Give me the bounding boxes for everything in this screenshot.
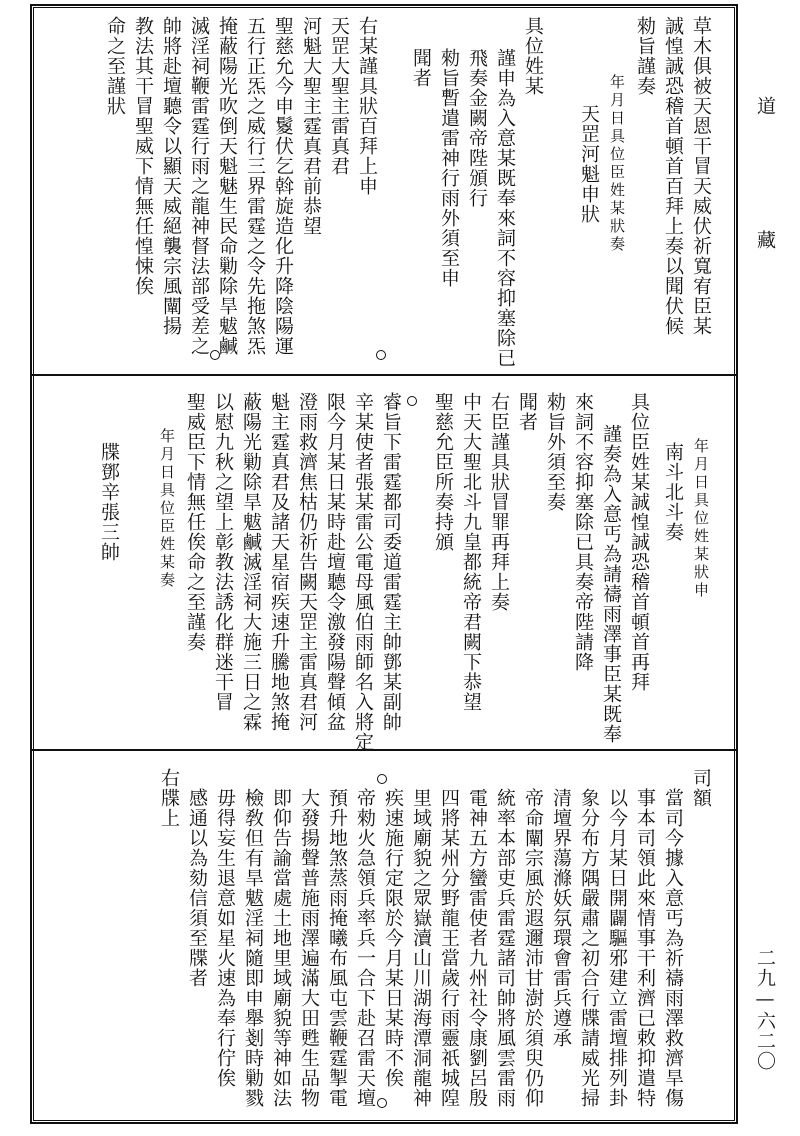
- text-column: 聞者: [410, 48, 432, 88]
- text-column: 命之至謹狀: [104, 16, 126, 116]
- text-column: 預升地煞蒸雨掩曦布風屯雲鞭霆掣電: [326, 788, 348, 1108]
- text-panel-3: [34, 768, 734, 1118]
- text-column: 事本司領此來情事干利濟已敕抑遣特: [634, 788, 656, 1108]
- circle-mark: [407, 396, 417, 406]
- text-column: 聞者: [516, 392, 538, 432]
- text-column: 教法其干冒聖威下情無任惶悚俟: [132, 16, 154, 296]
- text-column: 帝勑火急領兵率兵一合下赴召雷天壇: [354, 788, 376, 1108]
- text-column: 河魁大聖主霆真君前恭望: [300, 16, 322, 236]
- text-column: 里域廟貌之眾嶽瀆山川湖海潭洞龍神: [410, 788, 432, 1108]
- text-column: 右某謹具狀百拜上申: [356, 16, 378, 196]
- text-column: 天罡大聖主雷真君: [328, 16, 350, 176]
- text-column: 限今月某日某時赴壇聽令激發陽聲傾盆: [324, 392, 346, 732]
- text-column: 當司今據入意丐為祈禱雨澤救濟旱傷: [662, 788, 684, 1108]
- panel-divider-1: [31, 374, 737, 376]
- text-column: 帥將赴壇聽令以顯天威絕襲宗風闡揚: [160, 16, 182, 336]
- text-column: 蔽陽光勦除旱魃鹹滅淫祠大施三日之霖: [240, 392, 262, 732]
- text-column: 清壇界蕩滌妖氛環會雷兵遵承: [550, 788, 572, 1048]
- text-column: 檢敎但有旱魃淫祠隨即申舉剗時勦戮: [242, 788, 264, 1108]
- page-number: 二九—六二〇: [754, 948, 776, 1071]
- text-column: 滅淫祠鞭雷霆行雨之龍神督法部受差之: [188, 16, 210, 356]
- text-column: 年月日具位姓某狀申: [692, 438, 710, 600]
- text-column: 具位姓某: [522, 16, 544, 96]
- source-label: 道 藏: [754, 96, 776, 297]
- text-column: 以慰九秋之望上彰教法誘化群迷干冒: [212, 392, 234, 712]
- circle-mark: [377, 1098, 387, 1108]
- text-column: 中天大聖北斗九皇都統帝君闕下恭望: [460, 392, 482, 712]
- circle-mark: [376, 350, 386, 360]
- text-column: 即仰告諭當處土地里域廟貌等神如法: [270, 788, 292, 1108]
- text-column: 具位臣姓某誠惶誠恐稽首頓首再拜: [628, 392, 650, 692]
- text-column: 牒鄧辛張三帥: [98, 442, 120, 562]
- text-column: 誠惶誠恐稽首頓首百拜上奏以聞伏候: [662, 16, 684, 336]
- circle-mark: [210, 350, 220, 360]
- text-column: 聖威臣下情無任俟命之至謹奏: [184, 392, 206, 652]
- text-column: 南斗北斗奏: [662, 442, 684, 542]
- text-column: 右臣謹具狀冒罪再拜上奏: [488, 392, 510, 612]
- text-column: 掩蔽陽光吹倒天魁魅生民命勦除旱魃鹹: [216, 16, 238, 356]
- text-column: 天罡河魁申狀: [578, 104, 600, 224]
- text-column: 疾速施行定限於今月某日某時不俟: [382, 788, 404, 1088]
- text-column: 司額: [690, 768, 712, 808]
- text-column: 辛某使者張某雷公電母風伯雨師名入將定: [352, 392, 374, 752]
- text-column: 澄雨救濟焦枯仍祈告闕天罡主雷真君河: [296, 392, 318, 732]
- text-column: 謹申為入意某既奉來詞不容抑塞除已: [494, 48, 516, 368]
- text-column: 聖慈允臣所奏持頒: [432, 392, 454, 552]
- text-column: 年月日具位臣姓某狀奏: [608, 74, 626, 254]
- text-column: 睿旨下雷霆都司委道雷霆主帥鄧某副帥: [380, 392, 402, 732]
- text-column: 電神五方蠻雷使者九州社令康劉呂殷: [466, 788, 488, 1108]
- text-column: 勑旨暫遣雷神行雨外須至申: [438, 48, 460, 288]
- text-column: 勑旨外須至奏: [544, 392, 566, 512]
- text-column: 五行正炁之威行三界雷霆之令先拖煞炁: [244, 16, 266, 356]
- text-column: 魁主霆真君及諸天星宿疾速升騰地煞掩: [268, 392, 290, 732]
- text-column: 以今月某日開闢驅邪建立雷壇排列卦: [606, 788, 628, 1108]
- text-panel-1: [34, 16, 734, 368]
- circle-mark: [377, 774, 387, 784]
- text-column: 謹奏為入意丐為請禱雨澤事臣某既奉: [600, 424, 622, 744]
- text-column: 來詞不容抑塞除已具奏帝陛請降: [572, 392, 594, 672]
- text-column: 勑旨謹奏: [634, 16, 656, 96]
- text-column: 大發揚聲普施雨澤遍滿大田甦生品物: [298, 788, 320, 1108]
- text-column: 草木俱被天恩干冒天威伏祈寬宥臣某: [690, 16, 712, 336]
- text-column: 右牒上: [158, 768, 180, 828]
- text-column: 象分布方隅嚴肅之初合行牒請威光掃: [578, 788, 600, 1108]
- text-column: 聖慈允今申鬉伏乞斡旋造化升降陰陽運: [272, 16, 294, 356]
- text-column: 帝命闡宗風於遐邇沛甘澍於須臾仍仰: [522, 788, 544, 1108]
- panel-divider-2: [31, 749, 737, 751]
- text-column: 毋得妄生退意如星火速為奉行佇俟: [214, 788, 236, 1088]
- text-column: 感通以為劾信須至牒者: [186, 788, 208, 988]
- text-column: 統率本部吏兵雷霆諸司帥將風雲雷雨: [494, 788, 516, 1108]
- text-column: 年月日具位臣姓某奏: [158, 428, 176, 590]
- text-column: 飛奏金闕帝陛頒行: [466, 48, 488, 208]
- text-column: 四將某州分野龍王當歲行雨靈祇城隍: [438, 788, 460, 1108]
- text-panel-2: [34, 392, 734, 752]
